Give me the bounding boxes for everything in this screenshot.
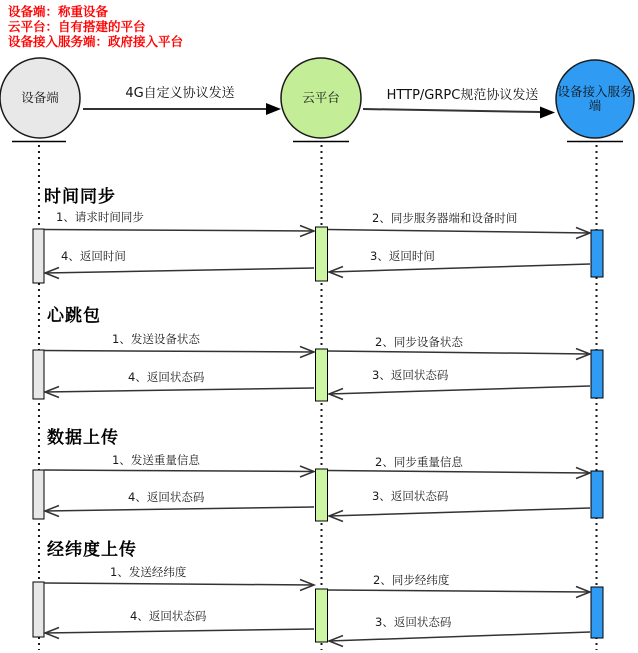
message-label-s2-m1: 1、发送设备状态 (112, 332, 200, 346)
activation-bar-cloud-s4[interactable] (316, 589, 328, 642)
message-label-s3-m1: 1、发送重量信息 (112, 453, 200, 467)
message-line-s1-m1 (44, 230, 314, 232)
activation-bar-cloud-s1[interactable] (316, 227, 328, 281)
message-line-s4-m2 (328, 590, 590, 592)
message-label-s4-m2: 2、同步经纬度 (373, 573, 450, 587)
activation-bar-cloud-s2[interactable] (316, 349, 328, 401)
channel-label-4g: 4G自定义协议发送 (125, 86, 235, 101)
channel-arrow-cloud-gov (363, 109, 541, 112)
message-line-s1-m2 (328, 230, 590, 234)
message-label-s4-m3: 3、返回状态码 (375, 615, 452, 629)
actor-label-gov: 设备接入服务端 (557, 84, 633, 113)
activation-bar-cloud-s3[interactable] (316, 469, 328, 521)
message-line-s1-m3 (329, 264, 590, 272)
message-line-s2-m4 (45, 388, 314, 392)
message-line-s2-m3 (329, 386, 590, 394)
message-line-s2-m1 (44, 351, 314, 353)
activation-bar-gov-s4[interactable] (591, 587, 603, 638)
section-title-heartbeat: 心跳包 (47, 306, 101, 326)
actor-label-device: 设备端 (21, 90, 59, 105)
activation-bar-gov-s2[interactable] (591, 350, 603, 398)
message-label-s4-m4: 4、返回状态码 (130, 609, 207, 623)
message-label-s2-m4: 4、返回状态码 (128, 370, 205, 384)
actor-label-cloud: 云平台 (302, 90, 340, 105)
message-label-s2-m3: 3、返回状态码 (372, 368, 449, 382)
message-line-s4-m4 (45, 629, 314, 633)
message-line-s3-m2 (328, 471, 590, 474)
activation-bar-gov-s3[interactable] (591, 471, 603, 518)
channel-label-http-grpc: HTTP/GRPC规范协议发送 (386, 88, 539, 103)
message-label-s1-m2: 2、同步服务器端和设备时间 (372, 211, 518, 225)
message-line-s1-m4 (45, 268, 314, 273)
message-label-s1-m1: 1、请求时间同步 (56, 210, 144, 224)
activation-bar-device-s1[interactable] (33, 229, 44, 283)
message-label-s3-m3: 3、返回状态码 (372, 489, 449, 503)
channel-arrowhead-cloud-gov (540, 107, 555, 119)
section-title-data-upload: 数据上传 (47, 428, 119, 448)
message-line-s3-m3 (329, 508, 590, 516)
activation-bar-device-s3[interactable] (33, 470, 44, 519)
message-label-s3-m4: 4、返回状态码 (128, 490, 205, 504)
activation-bar-gov-s1[interactable] (591, 230, 603, 277)
message-line-s3-m4 (45, 507, 314, 511)
message-label-s1-m3: 3、返回时间 (370, 249, 435, 263)
legend-note-device: 设备端：称重设备 (8, 4, 109, 19)
activation-bar-device-s4[interactable] (33, 582, 44, 637)
message-label-s3-m2: 2、同步重量信息 (375, 455, 463, 469)
message-line-s4-m1 (44, 583, 314, 585)
channel-arrowhead-device-cloud (266, 103, 281, 115)
message-label-s2-m2: 2、同步设备状态 (375, 335, 463, 349)
message-label-s1-m4: 4、返回时间 (61, 249, 126, 263)
message-line-s2-m2 (328, 351, 590, 354)
message-line-s4-m3 (329, 632, 590, 641)
section-title-latlong-upload: 经纬度上传 (47, 540, 137, 560)
section-title-time-sync: 时间同步 (44, 187, 116, 207)
legend-notes (8, 4, 183, 49)
activation-bar-device-s2[interactable] (33, 350, 44, 399)
legend-note-cloud: 云平台：自有搭建的平台 (8, 19, 146, 34)
message-label-s4-m1: 1、发送经纬度 (110, 565, 187, 579)
legend-note-gov: 设备接入服务端：政府接入平台 (8, 34, 184, 49)
message-line-s3-m1 (44, 470, 314, 472)
